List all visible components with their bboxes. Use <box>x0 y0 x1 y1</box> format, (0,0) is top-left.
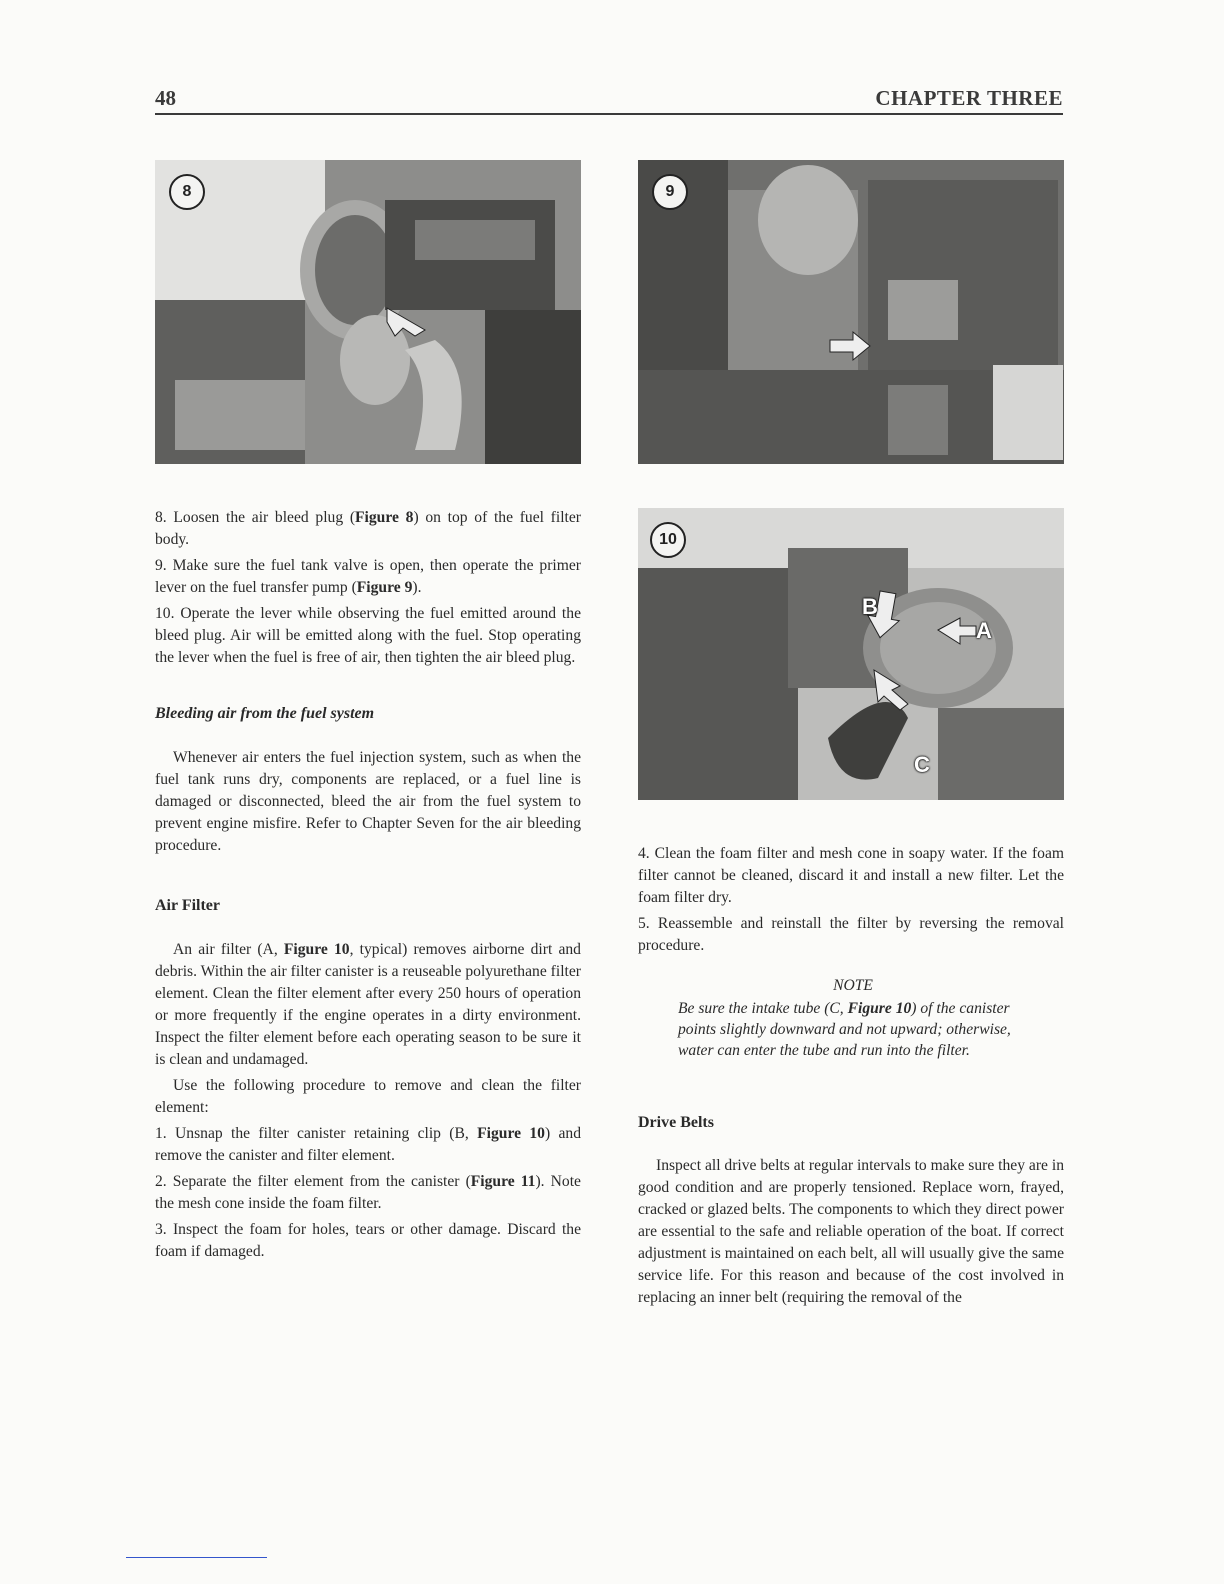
right-column-upper <box>638 843 1064 961</box>
step-10: 10. Operate the lever while observing the fuel emitted around the bleed plug. Air will be emitted along with the fuel. Stop operating the lever when the fuel is free of air, then tighten the air bleed plug. <box>155 605 581 666</box>
step-2 <box>155 1171 581 1215</box>
step-2-text-end: ). Note the mesh cone inside the foam filter. <box>155 1173 581 1212</box>
figure-8-badge: 8 <box>169 174 205 210</box>
page-header <box>155 86 1063 114</box>
step-8-text: 8. Loosen the air bleed plug ( <box>155 509 356 526</box>
step-8-text-end: ) on top of the fuel filter body. <box>155 509 581 548</box>
figure-9-badge: 9 <box>652 174 688 210</box>
chapter-title: CHAPTER THREE <box>875 86 1063 110</box>
figure-10-ref: Figure 10 <box>283 941 350 958</box>
figure-10-ref: Figure 10 <box>847 1000 912 1017</box>
step-1-text-end: ) and remove the canister and filter element. <box>155 1125 582 1164</box>
figure-9-photo <box>638 160 1064 464</box>
figure-10-ref: Figure 10 <box>477 1125 545 1142</box>
footer-rule <box>126 1557 267 1558</box>
figure-8-photo <box>155 160 581 464</box>
step-8 <box>155 507 581 551</box>
note-text-start: Be sure the intake tube (C, <box>678 1000 848 1017</box>
figure-10-badge: 10 <box>650 522 686 558</box>
note-box <box>678 975 1018 1061</box>
step-9-text: 9. Make sure the fuel tank valve is open, then operate the primer lever on the fuel transfer pump ( <box>155 557 581 596</box>
step-2-text: 2. Separate the filter element from the canister ( <box>155 1173 471 1190</box>
note-title: NOTE <box>833 977 873 994</box>
step-4: 4. Clean the foam filter and mesh cone in soapy water. If the foam filter cannot be cleaned, discard it and install a new filter. Let the foam filter dry. <box>638 845 1064 906</box>
air-filter-paragraph-1 <box>155 939 581 1071</box>
air-filter-heading: Air Filter <box>155 897 221 914</box>
figure-10-callout-a: A <box>976 618 992 643</box>
air-filter-text: An air filter (A, <box>173 941 284 958</box>
left-column <box>155 507 581 1267</box>
figure-11-ref: Figure 11 <box>470 1173 536 1190</box>
figure-10-photo <box>638 508 1064 800</box>
air-filter-text-end: , typical) removes airborne dirt and debris. Within the air filter canister is a reuseable polyurethane filter element. Clean the filter element after every 250 hours of operation or more frequently if the engine operates in a dirty environment. Inspect the filter element before each operating season to be sure it is clean and undamaged. <box>155 941 581 1068</box>
bleeding-heading: Bleeding air from the fuel system <box>155 705 375 722</box>
air-filter-paragraph-2: Use the following procedure to remove and clean the filter element: <box>155 1077 581 1116</box>
page-number: 48 <box>155 86 176 110</box>
figure-10-callout-b: B <box>862 594 878 619</box>
figure-10-callout-c: C <box>914 752 930 777</box>
step-5: 5. Reassemble and reinstall the filter by reversing the removal procedure. <box>638 915 1064 954</box>
header-rule <box>155 113 1063 115</box>
bleeding-paragraph: Whenever air enters the fuel injection system, such as when the fuel tank runs dry, components are replaced, or a fuel line is damaged or disconnected, bleed the air from the fuel system to prevent engine misfire. Refer to Chapter Seven for the air bleeding procedure. <box>155 749 581 854</box>
right-column-lower <box>638 1112 1064 1313</box>
figure-9-ref: Figure 9 <box>356 579 413 596</box>
step-3: 3. Inspect the foam for holes, tears or other damage. Discard the foam if damaged. <box>155 1221 581 1260</box>
drive-belts-heading: Drive Belts <box>638 1114 714 1131</box>
step-1-text: 1. Unsnap the filter canister retaining clip (B, <box>155 1125 478 1142</box>
step-9 <box>155 555 581 599</box>
drive-belts-paragraph: Inspect all drive belts at regular intervals to make sure they are in good condition and are properly tensioned. Replace worn, frayed, cracked or glazed belts. The components to which they direct power are essential to the safe and reliable operation of the boat. If correct adjustment is maintained on each belt, all will usually give the same service life. For this reason and because of the cost involved in replacing an inner belt (requiring the removal of the <box>638 1157 1064 1306</box>
figure-8-ref: Figure 8 <box>355 509 414 526</box>
step-1 <box>155 1123 581 1167</box>
note-text <box>678 998 1018 1061</box>
step-9-text-end: ). <box>412 579 422 596</box>
note-text-end: ) of the canister points slightly downward and not upward; otherwise, water can enter the tube and run into the filter. <box>678 1000 1011 1059</box>
